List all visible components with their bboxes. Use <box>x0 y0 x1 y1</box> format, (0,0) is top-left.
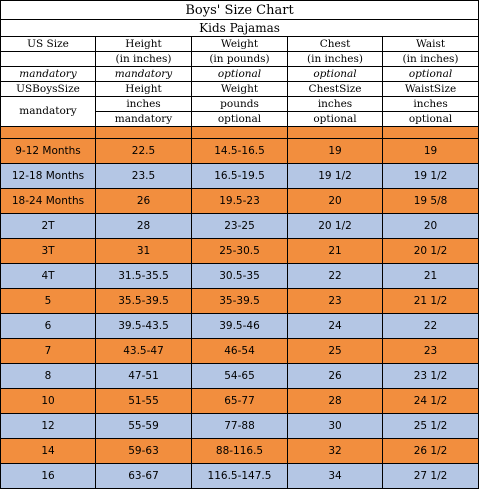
weight-cell: 23-25 <box>192 214 288 239</box>
field-waist: WaistSize <box>383 82 479 97</box>
size-cell: 10 <box>1 389 96 414</box>
header-chest-unit: (in inches) <box>288 52 383 67</box>
header-row <box>1 37 479 52</box>
waist-cell: 19 5/8 <box>383 189 479 214</box>
waist-cell: 19 <box>383 139 479 164</box>
title-row <box>1 1 479 20</box>
size-cell: 14 <box>1 439 96 464</box>
waist-cell: 25 1/2 <box>383 414 479 439</box>
table-row <box>1 139 479 164</box>
weight-cell: 77-88 <box>192 414 288 439</box>
chest-cell: 30 <box>288 414 383 439</box>
table-row <box>1 289 479 314</box>
weight-cell: 25-30.5 <box>192 239 288 264</box>
weight-cell: 16.5-19.5 <box>192 164 288 189</box>
chest-cell: 20 <box>288 189 383 214</box>
size-cell: 18-24 Months <box>1 189 96 214</box>
height-cell: 63-67 <box>96 464 192 489</box>
chest-cell: 34 <box>288 464 383 489</box>
waist-cell: 23 <box>383 339 479 364</box>
chest-cell: 21 <box>288 239 383 264</box>
size-cell: 8 <box>1 364 96 389</box>
field-height: Height <box>96 82 192 97</box>
height-cell: 59-63 <box>96 439 192 464</box>
weight-cell: 54-65 <box>192 364 288 389</box>
field-chest-unit: inches <box>288 97 383 112</box>
waist-cell: 27 1/2 <box>383 464 479 489</box>
table-row <box>1 414 479 439</box>
requirement-row <box>1 67 479 82</box>
chest-cell: 25 <box>288 339 383 364</box>
subtitle-row <box>1 20 479 37</box>
chest-cell: 20 1/2 <box>288 214 383 239</box>
weight-cell: 46-54 <box>192 339 288 364</box>
waist-cell: 21 <box>383 264 479 289</box>
header-weight-unit: (in pounds) <box>192 52 288 67</box>
size-cell: 6 <box>1 314 96 339</box>
field-size: USBoysSize <box>1 82 96 97</box>
table-row <box>1 189 479 214</box>
waist-cell: 22 <box>383 314 479 339</box>
chest-cell: 22 <box>288 264 383 289</box>
field-chest: ChestSize <box>288 82 383 97</box>
size-cell: 3T <box>1 239 96 264</box>
waist-cell: 23 1/2 <box>383 364 479 389</box>
size-cell: 4T <box>1 264 96 289</box>
field-name-row <box>1 82 479 97</box>
header-size: US Size <box>1 37 96 52</box>
height-cell: 47-51 <box>96 364 192 389</box>
header-waist-unit: (in inches) <box>383 52 479 67</box>
height-requirement: mandatory <box>96 67 192 82</box>
header-height-unit: (in inches) <box>96 52 192 67</box>
header-units-row <box>1 52 479 67</box>
waist-cell: 21 1/2 <box>383 289 479 314</box>
weight-cell: 35-39.5 <box>192 289 288 314</box>
chart-subtitle: Kids Pajamas <box>1 20 479 37</box>
height-cell: 35.5-39.5 <box>96 289 192 314</box>
field-weight-unit: pounds <box>192 97 288 112</box>
weight-cell: 88-116.5 <box>192 439 288 464</box>
field-size-req: mandatory <box>1 97 96 127</box>
table-row <box>1 464 479 489</box>
height-cell: 39.5-43.5 <box>96 314 192 339</box>
waist-requirement: optional <box>383 67 479 82</box>
height-cell: 55-59 <box>96 414 192 439</box>
header-waist: Waist <box>383 37 479 52</box>
field-height-req: mandatory <box>96 112 192 127</box>
chest-cell: 23 <box>288 289 383 314</box>
height-cell: 51-55 <box>96 389 192 414</box>
header-height: Height <box>96 37 192 52</box>
chest-cell: 26 <box>288 364 383 389</box>
spacer-row <box>1 127 479 139</box>
field-unit-row <box>1 97 479 112</box>
field-waist-unit: inches <box>383 97 479 112</box>
height-cell: 43.5-47 <box>96 339 192 364</box>
table-row <box>1 239 479 264</box>
height-cell: 31.5-35.5 <box>96 264 192 289</box>
size-cell: 7 <box>1 339 96 364</box>
waist-cell: 20 <box>383 214 479 239</box>
waist-cell: 24 1/2 <box>383 389 479 414</box>
size-cell: 9-12 Months <box>1 139 96 164</box>
table-row <box>1 264 479 289</box>
chest-cell: 28 <box>288 389 383 414</box>
header-weight: Weight <box>192 37 288 52</box>
weight-cell: 30.5-35 <box>192 264 288 289</box>
chest-cell: 19 <box>288 139 383 164</box>
weight-cell: 19.5-23 <box>192 189 288 214</box>
field-chest-req: optional <box>288 112 383 127</box>
waist-cell: 20 1/2 <box>383 239 479 264</box>
field-weight: Weight <box>192 82 288 97</box>
size-requirement: mandatory <box>1 67 96 82</box>
header-size-unit <box>1 52 96 67</box>
weight-cell: 14.5-16.5 <box>192 139 288 164</box>
size-cell: 16 <box>1 464 96 489</box>
chest-cell: 24 <box>288 314 383 339</box>
waist-cell: 26 1/2 <box>383 439 479 464</box>
height-cell: 28 <box>96 214 192 239</box>
table-row <box>1 439 479 464</box>
size-cell: 12 <box>1 414 96 439</box>
weight-cell: 116.5-147.5 <box>192 464 288 489</box>
table-row <box>1 364 479 389</box>
height-cell: 22.5 <box>96 139 192 164</box>
chart-title: Boys' Size Chart <box>1 1 479 20</box>
table-row <box>1 314 479 339</box>
size-cell: 12-18 Months <box>1 164 96 189</box>
field-height-unit: inches <box>96 97 192 112</box>
header-chest: Chest <box>288 37 383 52</box>
height-cell: 31 <box>96 239 192 264</box>
height-cell: 23.5 <box>96 164 192 189</box>
field-weight-req: optional <box>192 112 288 127</box>
chest-cell: 19 1/2 <box>288 164 383 189</box>
table-row <box>1 339 479 364</box>
waist-cell: 19 1/2 <box>383 164 479 189</box>
weight-requirement: optional <box>192 67 288 82</box>
table-row <box>1 389 479 414</box>
size-cell: 5 <box>1 289 96 314</box>
field-waist-req: optional <box>383 112 479 127</box>
table-row <box>1 214 479 239</box>
size-cell: 2T <box>1 214 96 239</box>
weight-cell: 65-77 <box>192 389 288 414</box>
chest-cell: 32 <box>288 439 383 464</box>
table-row <box>1 164 479 189</box>
weight-cell: 39.5-46 <box>192 314 288 339</box>
chest-requirement: optional <box>288 67 383 82</box>
height-cell: 26 <box>96 189 192 214</box>
